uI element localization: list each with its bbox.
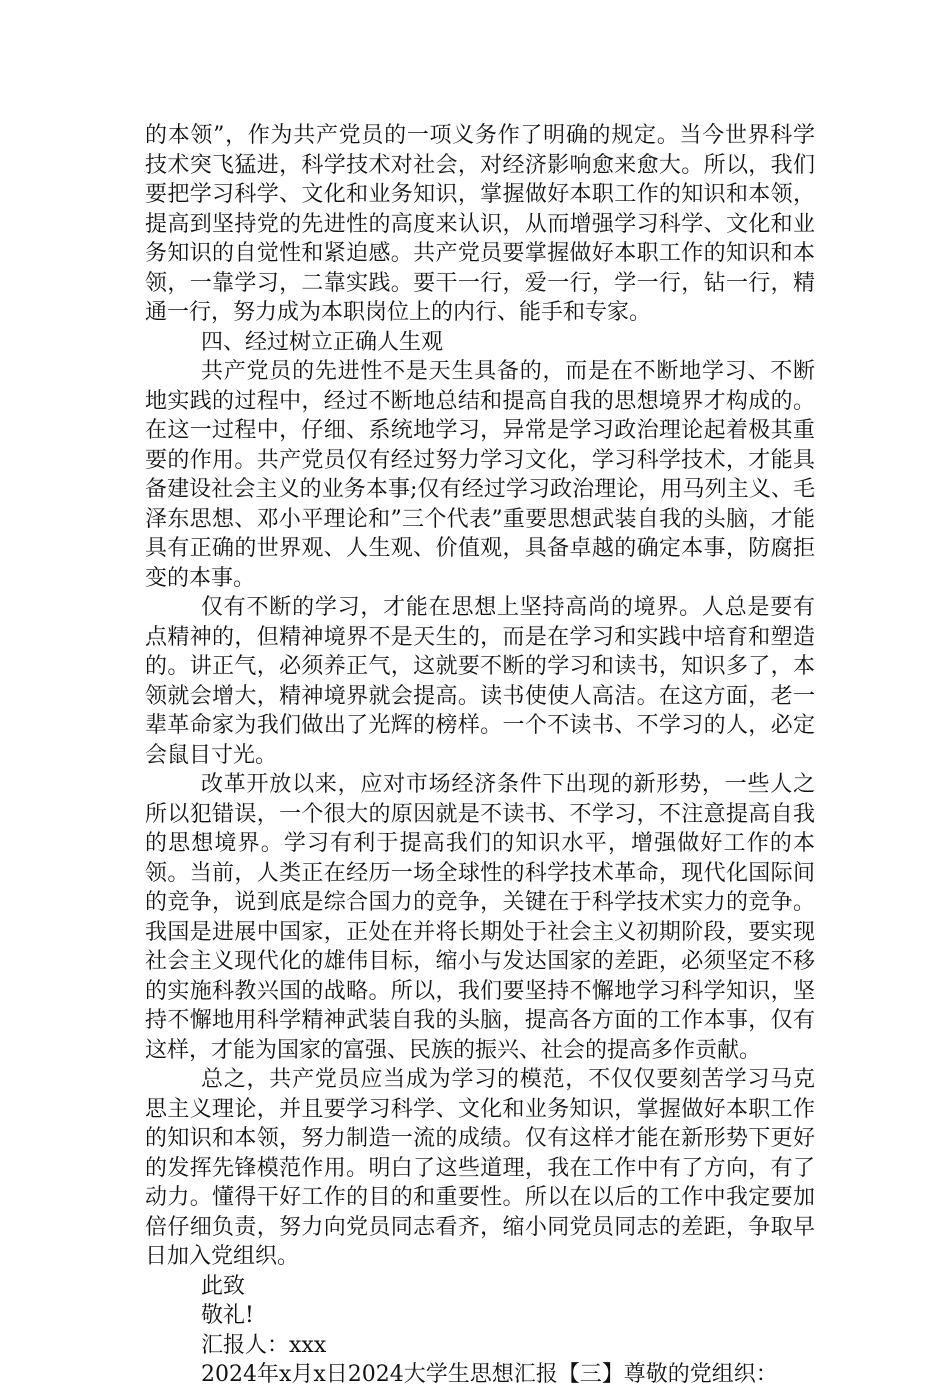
- date-and-next-title: 2024年x月x日2024大学生思想汇报【三】尊敬的党组织：: [201, 1362, 778, 1387]
- section-heading: 四、经过树立正确人生观: [201, 329, 444, 355]
- closing-salutation: 此致: [201, 1273, 246, 1299]
- body-paragraph-3: 仅有不断的学习，才能在思想上坚持高尚的境界。人总是要有点精神的，但精神境界不是天生的，而是在学习和实践中培育和塑造的。讲正气，必须养正气，这就要不断的学习和读书，知识多了，本领就会增大，精神境界就会提高。读书使使人高洁。在这方面，老一辈革命家为我们做出了光辉的榜样。一个不读书、不学习的人，必定会鼠目寸光。: [145, 595, 815, 768]
- body-paragraph-4: 改革开放以来，应对市场经济条件下出现的新形势，一些人之所以犯错误，一个很大的原因就是不读书、不学习，不注意提高自我的思想境界。学习有利于提高我们的知识水平，增强做好工作的本领。当前，人类正在经历一场全球性的科学技术革命，现代化国际间的竞争，说到底是综合国力的竞争，关键在于科学技术实力的竞争。我国是进展中国家，正处在并将长期处于社会主义初期阶段，要实现社会主义现代化的雄伟目标，缩小与发达国家的差距，必须坚定不移的实施科教兴国的战略。所以，我们要坚持不懈地学习科学知识，坚持不懈地用科学精神武装自我的头脑，提高各方面的工作本事，仅有这样，才能为国家的富强、民族的振兴、社会的提高多作贡献。: [145, 772, 815, 1063]
- body-paragraph-1: 的本领”，作为共产党员的一项义务作了明确的规定。当今世界科学技术突飞猛进，科学技术对社会，对经济影响愈来愈大。所以，我们要把学习科学、文化和业务知识，掌握做好本职工作的知识和本领，提高到坚持党的先进性的高度来认识，从而增强学习科学、文化和业务知识的自觉性和紧迫感。共产党员要掌握做好本职工作的知识和本领，一靠学习，二靠实践。要干一行，爱一行，学一行，钻一行，精通一行，努力成为本职岗位上的内行、能手和专家。: [145, 123, 815, 325]
- body-paragraph-2: 共产党员的先进性不是天生具备的，而是在不断地学习、不断地实践的过程中，经过不断地总结和提高自我的思想境界才构成的。在这一过程中，仔细、系统地学习，异常是学习政治理论起着极其重要的作用。共产党员仅有经过努力学习文化，学习科学技术，才能具备建设社会主义的业务本事;仅有经过学习政治理论，用马列主义、毛泽东思想、邓小平理论和”三个代表”重要思想武装自我的头脑，才能具有正确的世界观、人生观、价值观，具备卓越的确定本事，防腐拒变的本事。: [145, 359, 815, 591]
- body-paragraph-5: 总之，共产党员应当成为学习的模范，不仅仅要刻苦学习马克思主义理论，并且要学习科学、文化和业务知识，掌握做好本职工作的知识和本领，努力制造一流的成绩。仅有这样才能在新形势下更好的发挥先锋模范作用。明白了这些道理，我在工作中有了方向，有了动力。懂得干好工作的目的和重要性。所以在以后的工作中我定要加倍仔细负责，努力向党员同志看齐，缩小同党员同志的差距，争取早日加入党组织。: [145, 1067, 815, 1269]
- closing-regards: 敬礼!: [201, 1303, 254, 1328]
- reporter-line: 汇报人：xxx: [201, 1332, 327, 1358]
- document-page: [145, 121, 815, 1390]
